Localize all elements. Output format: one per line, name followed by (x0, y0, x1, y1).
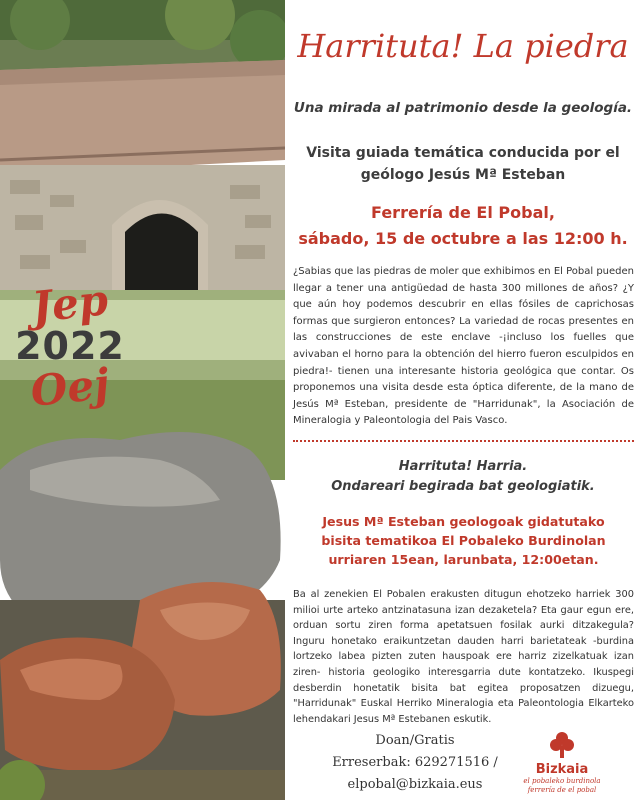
reservation-phone[interactable]: Erreserbak: 629271516 / (332, 755, 498, 770)
venue-date-block (295, 200, 631, 252)
section-divider (293, 440, 634, 442)
contact-email[interactable]: elpobal@bizkaia.eus (347, 777, 483, 792)
logo-name: Bizkaia (535, 762, 589, 777)
basque-venue-line-3: urriaren 15ean, larunbata, 12:00etan. (328, 552, 599, 567)
venue-line-1: Ferrería de El Pobal, (371, 203, 555, 222)
venue-line-2: sábado, 15 de octubre a las 12:00 h. (298, 229, 628, 248)
basque-subtitle (285, 457, 641, 497)
page-title: Harrituta! La piedra (297, 27, 629, 65)
stamp-line-2: 2022 (15, 324, 125, 368)
page-subtitle: Una mirada al patrimonio desde la geología. (293, 100, 633, 116)
guided-visit-heading: Visita guiada temática conducida por el geólogo Jesús Mª Esteban (306, 145, 620, 183)
basque-venue-line-1: Jesus Mª Esteban geologoak gidatutako (322, 514, 605, 529)
logo-line-2: ferrería de el pobal (527, 786, 597, 794)
spanish-paragraph: ¿Sabias que las piedras de moler que exhibimos en El Pobal pueden llegar a tener una antigüedad de hasta 300 millones de años? ¿Y que aún hoy podemos descubrir en ellas fósiles de caprichosas formas que surgieron entonces? La variedad de rocas presentes en las construcciones de este enclave -¡incluso los fuelles que avivaban el horno para la obtención del hierro fueron esculpidos en piedra!- tienen una interesante historia geológica que contar. Os proponemos una visita desde esta óptica diferente, de la mano de Jesús Mª Esteban, presidente de "Harridunak", la Asociación de Mineralogia y Paleontologia del Pais Vasco. (293, 266, 634, 427)
stamp-line-1: Jep (29, 275, 111, 332)
jep-stamp (10, 275, 130, 416)
basque-venue-block (293, 512, 634, 569)
basque-venue-line-2: bisita tematikoa El Pobaleko Burdinolan (321, 533, 606, 548)
basque-paragraph: Ba al zenekien El Pobalen erakusten ditugun ehotzeko harriek 300 milioi urte arteko antzinatasuna izan dezaketela? Eta gaur egun ere, orduan sortu ziren forma apetatsuen fosilak aurki ditzakegula? Inguru honetako eraikuntzetan dauden harri barietateak -burdina lortzeko labea pizten zuten hauspoak ere harriz zizelkatuak izan ziren- historia geologiko interesgarria dute kontatzeko. Ikuspegi desberdin honetatik bisita bat egitea proposatzen dizuegu, "Harridunak" Euskal Herriko Mineralogia eta Paleontologia Elkarteko lehendakari Jesus Mª Estebanen eskutik. (293, 589, 634, 725)
basque-subtitle-line-1: Harrituta! Harria. (398, 459, 528, 474)
bizkaia-logo (517, 730, 607, 795)
logo-line-1: el pobaleko burdinola (523, 777, 601, 785)
stamp-line-3: Oej (28, 359, 112, 416)
content-column (285, 0, 641, 800)
bizkaia-flower-icon (547, 730, 577, 758)
basque-subtitle-line-2: Ondareari begirada bat geologiatik. (331, 479, 595, 494)
contact-block (325, 730, 505, 796)
price-label: Doan/Gratis (375, 733, 455, 748)
